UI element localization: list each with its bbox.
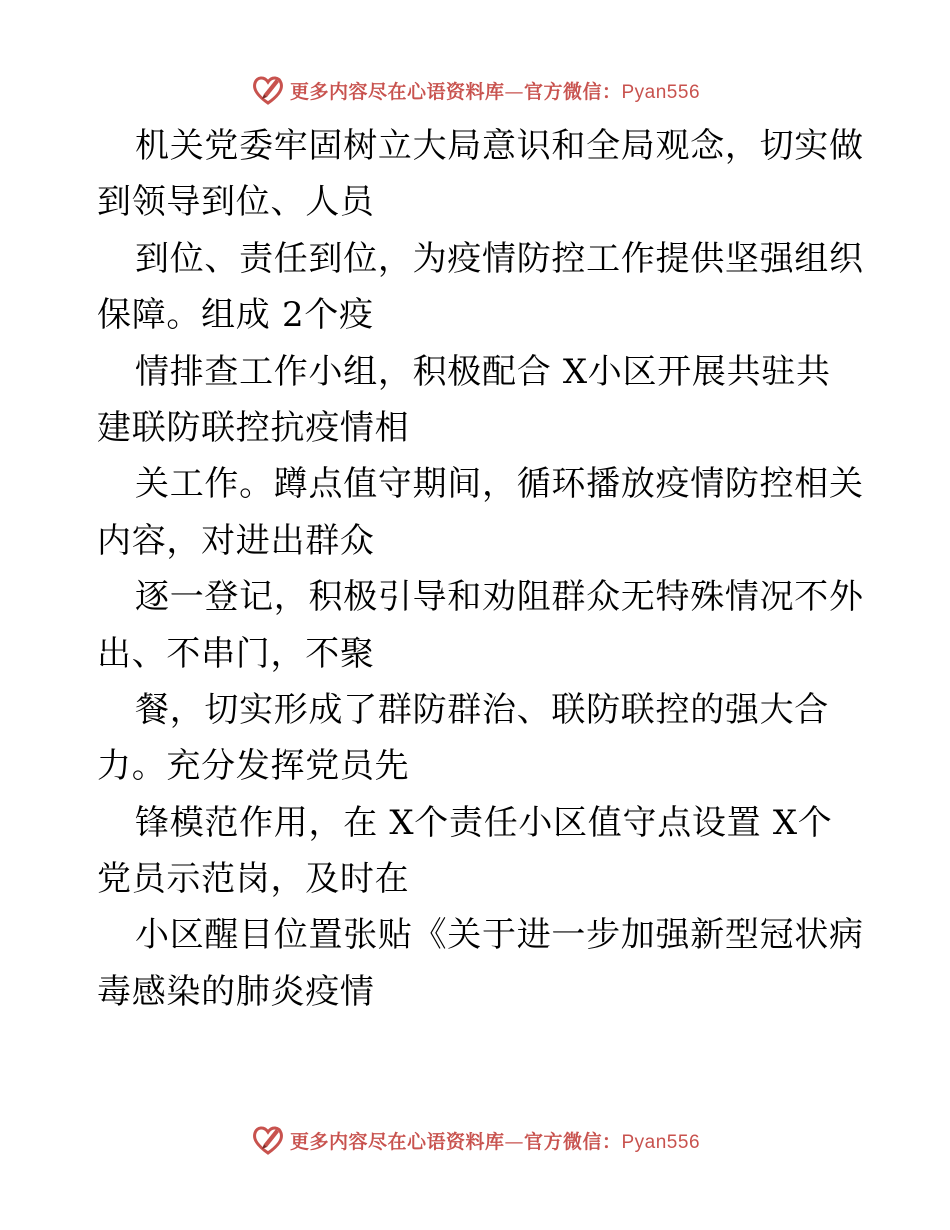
heart-pen-logo-icon	[250, 72, 286, 108]
body-line: 出、不串门，不聚	[97, 633, 375, 674]
heart-pen-logo-icon	[250, 1122, 286, 1158]
body-line: 保障。组成 2个疫	[97, 295, 374, 336]
body-line: 到位、责任到位，为疫情防控工作提供坚强组织	[135, 238, 864, 279]
header-separator: —	[504, 80, 524, 103]
body-line: 机关党委牢固树立大局意识和全局观念，切实做	[135, 126, 864, 166]
footer-wechat-label: 官方微信：	[523, 1130, 622, 1153]
footer-brand-text: 更多内容尽在心语资料库	[289, 1130, 505, 1153]
body-line: 逐一登记，积极引导和劝阻群众无特殊情况不外	[135, 577, 864, 618]
header-wechat-id: Pyan556	[621, 81, 701, 103]
header-banner	[0, 70, 950, 110]
body-line: 到领导到位、人员	[97, 182, 375, 223]
header-text	[290, 77, 700, 104]
body-line: 建联防联控抗疫情相	[97, 407, 410, 448]
body-line: 餐，切实形成了群防群治、联防联控的强大合	[135, 689, 829, 730]
header-brand-text: 更多内容尽在心语资料库	[289, 80, 505, 103]
body-line: 毒感染的肺炎疫情	[97, 971, 375, 1012]
body-line: 内容，对进出群众	[97, 520, 375, 561]
body-line: 力。充分发挥党员先	[97, 746, 410, 787]
body-line: 关工作。蹲点值守期间，循环播放疫情防控相关	[135, 464, 864, 505]
body-line: 党员示范岗，及时在	[97, 859, 410, 900]
document-body	[97, 118, 867, 1020]
footer-wechat-id: Pyan556	[621, 1131, 701, 1153]
footer-text	[290, 1127, 700, 1154]
footer-separator: —	[504, 1130, 524, 1153]
body-line: 锋模范作用，在 X个责任小区值守点设置 X个	[135, 802, 833, 843]
header-wechat-label: 官方微信：	[523, 80, 622, 103]
body-line: 小区醒目位置张贴《关于进一步加强新型冠状病	[135, 915, 864, 956]
body-line: 情排查工作小组，积极配合 X小区开展共驻共	[135, 351, 831, 392]
footer-banner	[0, 1120, 950, 1160]
